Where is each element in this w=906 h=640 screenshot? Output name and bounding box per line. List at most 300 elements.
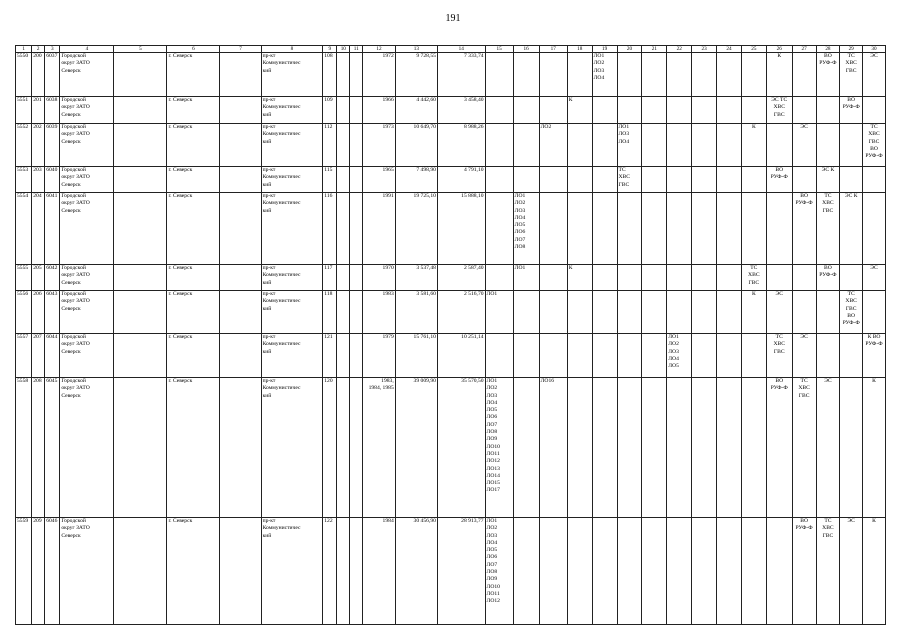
cell-street: пр-кт Коммунистичес кий — [261, 124, 323, 167]
cell-record-id: 5550 — [16, 53, 32, 97]
cell-col17: ЛО16 — [539, 378, 567, 518]
cell-total-area: 10 649,70 — [395, 124, 437, 167]
cell-col16 — [513, 53, 539, 97]
cell-col11 — [350, 53, 363, 97]
cell-col15: ЛО1 ЛО2 ЛО3 ЛО4 ЛО5 ЛО6 ЛО7 ЛО8 ЛО9 ЛО10 ЛО11 ЛО12 — [485, 518, 513, 625]
cell-record-id: 5553 — [16, 167, 32, 193]
cell-col19 — [592, 518, 617, 625]
column-header-9: 9 — [323, 46, 337, 53]
cell-year-built: 1983, 1984, 1985 — [363, 378, 395, 518]
cell-col28 — [816, 124, 840, 167]
cell-col10 — [337, 124, 350, 167]
cell-living-area: 4 791,10 — [437, 167, 485, 193]
cell-col10 — [337, 334, 350, 378]
cell-col28 — [816, 291, 840, 334]
table-row — [16, 167, 886, 193]
cell-col15 — [485, 265, 513, 291]
header-row — [16, 46, 886, 53]
cell-year-built: 1979 — [363, 334, 395, 378]
cell-year-built: 1972 — [363, 53, 395, 97]
cell-municipality: Городской округ ЗАТО Северск — [60, 518, 114, 625]
cell-object-id: 6039 — [45, 124, 60, 167]
cell-col30: ТС ХВС ГВС ВО РУФ-Ф — [863, 124, 886, 167]
cell-col26 — [766, 265, 792, 291]
cell-year-built: 1983 — [363, 291, 395, 334]
cell-col17 — [539, 97, 567, 124]
cell-col19: ЛО1 ЛО2 ЛО3 ЛО4 — [592, 53, 617, 97]
cell-house-number: 120 — [323, 378, 337, 518]
cell-col22 — [667, 97, 692, 124]
column-header-6: 6 — [167, 46, 220, 53]
column-header-23: 23 — [692, 46, 717, 53]
cell-col25: К — [741, 124, 766, 167]
cell-col7 — [220, 124, 261, 167]
cell-col26 — [766, 124, 792, 167]
cell-col11 — [350, 291, 363, 334]
cell-col19 — [592, 265, 617, 291]
cell-col5 — [114, 53, 167, 97]
column-header-30: 30 — [863, 46, 886, 53]
cell-col21 — [642, 53, 667, 97]
cell-col17 — [539, 167, 567, 193]
cell-locality: г. Северск — [167, 124, 220, 167]
cell-col17 — [539, 193, 567, 265]
cell-street: пр-кт Коммунистичес кий — [261, 334, 323, 378]
cell-col20: ТС ХВС ГВС — [617, 167, 642, 193]
cell-local-id: 208 — [32, 378, 45, 518]
cell-locality: г. Северск — [167, 291, 220, 334]
cell-col24 — [717, 291, 742, 334]
cell-col25 — [741, 193, 766, 265]
cell-col7 — [220, 97, 261, 124]
cell-year-built: 1991 — [363, 193, 395, 265]
column-header-22: 22 — [667, 46, 692, 53]
cell-col11 — [350, 193, 363, 265]
cell-local-id: 202 — [32, 124, 45, 167]
cell-locality: г. Северск — [167, 97, 220, 124]
cell-col20 — [617, 378, 642, 518]
cell-col28: ВО РУФ-Ф — [816, 53, 840, 97]
cell-house-number: 116 — [323, 193, 337, 265]
cell-col23 — [692, 53, 717, 97]
cell-col29 — [840, 124, 863, 167]
cell-col18 — [567, 378, 592, 518]
cell-municipality: Городской округ ЗАТО Северск — [60, 124, 114, 167]
page-number: 191 — [445, 13, 461, 24]
cell-col29: ТС ХВС ГВС ВО РУФ-Ф — [840, 291, 863, 334]
cell-col21 — [642, 518, 667, 625]
cell-col20 — [617, 334, 642, 378]
column-header-11: 11 — [350, 46, 363, 53]
cell-col18: К — [567, 265, 592, 291]
table-row — [16, 53, 886, 97]
cell-col5 — [114, 291, 167, 334]
cell-col18 — [567, 291, 592, 334]
cell-year-built: 1970 — [363, 265, 395, 291]
column-header-4: 4 — [60, 46, 114, 53]
cell-living-area: 2 516,70 — [437, 291, 485, 334]
cell-col5 — [114, 518, 167, 625]
cell-col27 — [792, 291, 816, 334]
cell-col30: ЭС — [863, 53, 886, 97]
cell-col22 — [667, 291, 692, 334]
cell-col29: ЭС К — [840, 193, 863, 265]
cell-col20: ЛО1 ЛО3 ЛО4 — [617, 124, 642, 167]
cell-col26: ТС ХВС ГВС — [766, 334, 792, 378]
cell-col11 — [350, 124, 363, 167]
cell-col22 — [667, 167, 692, 193]
cell-total-area: 3 581,60 — [395, 291, 437, 334]
cell-col29 — [840, 334, 863, 378]
cell-col7 — [220, 193, 261, 265]
column-header-10: 10 — [337, 46, 350, 53]
column-header-1: 1 — [16, 46, 32, 53]
cell-street: пр-кт Коммунистичес кий — [261, 518, 323, 625]
cell-col21 — [642, 334, 667, 378]
cell-col10 — [337, 97, 350, 124]
cell-house-number: 121 — [323, 334, 337, 378]
cell-col5 — [114, 124, 167, 167]
cell-col18 — [567, 124, 592, 167]
cell-col7 — [220, 265, 261, 291]
cell-municipality: Городской округ ЗАТО Северск — [60, 53, 114, 97]
cell-locality: г. Северск — [167, 378, 220, 518]
cell-street: пр-кт Коммунистичес кий — [261, 265, 323, 291]
column-header-21: 21 — [642, 46, 667, 53]
cell-col7 — [220, 378, 261, 518]
cell-col27 — [792, 265, 816, 291]
cell-total-area: 19 725,10 — [395, 193, 437, 265]
cell-street: пр-кт Коммунистичес кий — [261, 378, 323, 518]
cell-col28: ТС ХВС ГВС — [816, 518, 840, 625]
cell-object-id: 6045 — [45, 378, 60, 518]
cell-col30 — [863, 193, 886, 265]
cell-col20 — [617, 97, 642, 124]
cell-col24 — [717, 53, 742, 97]
column-header-12: 12 — [363, 46, 395, 53]
cell-locality: г. Северск — [167, 334, 220, 378]
cell-total-area: 7 498,90 — [395, 167, 437, 193]
cell-col23 — [692, 291, 717, 334]
cell-col25 — [741, 167, 766, 193]
cell-col15 — [485, 334, 513, 378]
cell-col17 — [539, 291, 567, 334]
cell-col5 — [114, 378, 167, 518]
cell-col5 — [114, 167, 167, 193]
cell-col27: ЭС — [792, 334, 816, 378]
cell-col16 — [513, 124, 539, 167]
cell-col26: ВО РУФ-Ф — [766, 167, 792, 193]
cell-local-id: 204 — [32, 193, 45, 265]
cell-col30 — [863, 167, 886, 193]
cell-col20 — [617, 53, 642, 97]
cell-house-number: 122 — [323, 518, 337, 625]
cell-house-number: 115 — [323, 167, 337, 193]
cell-col15: ЛО1 — [485, 291, 513, 334]
table-row — [16, 193, 886, 265]
cell-col30: К ВО РУФ-Ф — [863, 334, 886, 378]
cell-object-id: 6040 — [45, 167, 60, 193]
cell-col16 — [513, 291, 539, 334]
cell-local-id: 206 — [32, 291, 45, 334]
cell-col21 — [642, 378, 667, 518]
column-header-24: 24 — [717, 46, 742, 53]
cell-living-area: 15 888,10 — [437, 193, 485, 265]
cell-municipality: Городской округ ЗАТО Северск — [60, 265, 114, 291]
cell-col24 — [717, 97, 742, 124]
column-header-26: 26 — [766, 46, 792, 53]
cell-street: пр-кт Коммунистичес кий — [261, 193, 323, 265]
column-header-20: 20 — [617, 46, 642, 53]
column-header-25: 25 — [741, 46, 766, 53]
cell-col30: К — [863, 518, 886, 625]
cell-col28: ЭС — [816, 378, 840, 518]
cell-col30: К — [863, 378, 886, 518]
cell-col19 — [592, 291, 617, 334]
cell-col22 — [667, 378, 692, 518]
cell-living-area: 3 458,40 — [437, 97, 485, 124]
cell-col20 — [617, 193, 642, 265]
cell-col25 — [741, 97, 766, 124]
cell-col29: ТС ХВС ГВС — [840, 53, 863, 97]
cell-col20 — [617, 518, 642, 625]
cell-col21 — [642, 193, 667, 265]
cell-col18 — [567, 334, 592, 378]
cell-municipality: Городской округ ЗАТО Северск — [60, 378, 114, 518]
cell-col24 — [717, 334, 742, 378]
table-row — [16, 378, 886, 518]
cell-col15: ЛО1 ЛО2 ЛО3 ЛО4 ЛО5 ЛО6 ЛО7 ЛО8 ЛО9 ЛО10 ЛО11 ЛО12 ЛО13 ЛО14 ЛО15 ЛО17 — [485, 378, 513, 518]
column-header-29: 29 — [840, 46, 863, 53]
cell-street: пр-кт Коммунистичес кий — [261, 167, 323, 193]
cell-street: пр-кт Коммунистичес кий — [261, 97, 323, 124]
cell-col7 — [220, 334, 261, 378]
column-header-15: 15 — [485, 46, 513, 53]
cell-record-id: 5556 — [16, 291, 32, 334]
cell-house-number: 118 — [323, 291, 337, 334]
cell-col18 — [567, 193, 592, 265]
cell-col25 — [741, 334, 766, 378]
cell-col30 — [863, 291, 886, 334]
cell-municipality: Городской округ ЗАТО Северск — [60, 193, 114, 265]
cell-col18 — [567, 518, 592, 625]
cell-col26: К — [766, 53, 792, 97]
cell-local-id: 209 — [32, 518, 45, 625]
cell-col23 — [692, 193, 717, 265]
cell-col7 — [220, 53, 261, 97]
cell-col29: ВО РУФ-Ф — [840, 97, 863, 124]
cell-col16 — [513, 378, 539, 518]
cell-col26: ЭС — [766, 291, 792, 334]
cell-municipality: Городской округ ЗАТО Северск — [60, 97, 114, 124]
cell-col11 — [350, 518, 363, 625]
cell-col10 — [337, 291, 350, 334]
table-row — [16, 265, 886, 291]
column-header-13: 13 — [395, 46, 437, 53]
cell-living-area: 28 913,77 — [437, 518, 485, 625]
cell-local-id: 201 — [32, 97, 45, 124]
cell-col19 — [592, 334, 617, 378]
cell-col17 — [539, 518, 567, 625]
cell-object-id: 6043 — [45, 291, 60, 334]
cell-record-id: 5555 — [16, 265, 32, 291]
cell-col18 — [567, 53, 592, 97]
cell-col7 — [220, 167, 261, 193]
cell-col7 — [220, 518, 261, 625]
cell-col19 — [592, 97, 617, 124]
cell-col11 — [350, 97, 363, 124]
cell-living-area: 10 251,14 — [437, 334, 485, 378]
cell-living-area: 8 988,26 — [437, 124, 485, 167]
cell-col24 — [717, 167, 742, 193]
cell-col17 — [539, 334, 567, 378]
cell-col24 — [717, 265, 742, 291]
cell-col27: ЭС — [792, 124, 816, 167]
cell-col7 — [220, 291, 261, 334]
cell-col29 — [840, 167, 863, 193]
cell-record-id: 5557 — [16, 334, 32, 378]
cell-col10 — [337, 518, 350, 625]
cell-object-id: 6046 — [45, 518, 60, 625]
cell-record-id: 5551 — [16, 97, 32, 124]
cell-col26: ЭС ТС ХВС ГВС — [766, 97, 792, 124]
cell-col23 — [692, 97, 717, 124]
cell-locality: г. Северск — [167, 193, 220, 265]
cell-living-area: 2 587,40 — [437, 265, 485, 291]
cell-col10 — [337, 53, 350, 97]
cell-col28: ТС ХВС ГВС — [816, 193, 840, 265]
cell-col25: К — [741, 291, 766, 334]
cell-col30 — [863, 97, 886, 124]
cell-col17 — [539, 265, 567, 291]
cell-record-id: 5552 — [16, 124, 32, 167]
cell-col25 — [741, 378, 766, 518]
cell-col15 — [485, 53, 513, 97]
cell-col5 — [114, 97, 167, 124]
cell-house-number: 112 — [323, 124, 337, 167]
cell-col20 — [617, 265, 642, 291]
cell-col11 — [350, 378, 363, 518]
cell-col22 — [667, 518, 692, 625]
cell-col23 — [692, 518, 717, 625]
cell-living-area: 7 333,74 — [437, 53, 485, 97]
cell-col21 — [642, 97, 667, 124]
cell-col27: ТС ХВС ГВС — [792, 378, 816, 518]
cell-total-area: 4 442,60 — [395, 97, 437, 124]
column-header-8: 8 — [261, 46, 323, 53]
cell-house-number: 109 — [323, 97, 337, 124]
cell-col18: К — [567, 97, 592, 124]
cell-col29: ЭС — [840, 518, 863, 625]
cell-col22: ЛО1 ЛО2 ЛО3 ЛО4 ЛО5 — [667, 334, 692, 378]
cell-locality: г. Северск — [167, 167, 220, 193]
cell-locality: г. Северск — [167, 53, 220, 97]
cell-col21 — [642, 167, 667, 193]
cell-col18 — [567, 167, 592, 193]
cell-municipality: Городской округ ЗАТО Северск — [60, 291, 114, 334]
cell-col20 — [617, 291, 642, 334]
cell-col11 — [350, 334, 363, 378]
cell-col29 — [840, 265, 863, 291]
cell-col16: ЛО1 — [513, 265, 539, 291]
column-header-28: 28 — [816, 46, 840, 53]
cell-street: пр-кт Коммунистичес кий — [261, 53, 323, 97]
column-header-19: 19 — [592, 46, 617, 53]
column-header-2: 2 — [32, 46, 45, 53]
cell-col15 — [485, 167, 513, 193]
cell-col24 — [717, 518, 742, 625]
cell-col28: ВО РУФ-Ф — [816, 265, 840, 291]
cell-col16: ЛО1 ЛО2 ЛО3 ЛО4 ЛО5 ЛО6 ЛО7 ЛО8 — [513, 193, 539, 265]
cell-col21 — [642, 124, 667, 167]
column-header-27: 27 — [792, 46, 816, 53]
cell-local-id: 207 — [32, 334, 45, 378]
cell-col24 — [717, 124, 742, 167]
cell-house-number: 108 — [323, 53, 337, 97]
column-header-7: 7 — [220, 46, 261, 53]
cell-col19 — [592, 193, 617, 265]
cell-year-built: 1965 — [363, 167, 395, 193]
cell-col28 — [816, 334, 840, 378]
cell-house-number: 117 — [323, 265, 337, 291]
cell-col11 — [350, 167, 363, 193]
table-row — [16, 334, 886, 378]
column-header-14: 14 — [437, 46, 485, 53]
cell-col5 — [114, 193, 167, 265]
cell-col19 — [592, 167, 617, 193]
cell-local-id: 205 — [32, 265, 45, 291]
cell-municipality: Городской округ ЗАТО Северск — [60, 334, 114, 378]
cell-col27: ВО РУФ-Ф — [792, 193, 816, 265]
cell-living-area: 35 570,50 — [437, 378, 485, 518]
cell-locality: г. Северск — [167, 265, 220, 291]
cell-col22 — [667, 53, 692, 97]
table-row — [16, 518, 886, 625]
cell-col29 — [840, 378, 863, 518]
cell-col23 — [692, 124, 717, 167]
column-header-17: 17 — [539, 46, 567, 53]
cell-col5 — [114, 265, 167, 291]
cell-col22 — [667, 265, 692, 291]
cell-col19 — [592, 124, 617, 167]
cell-col28: ЭС К — [816, 167, 840, 193]
cell-col27 — [792, 167, 816, 193]
cell-col23 — [692, 167, 717, 193]
table-row — [16, 124, 886, 167]
cell-year-built: 1984 — [363, 518, 395, 625]
cell-col26 — [766, 193, 792, 265]
building-register-table — [15, 45, 886, 625]
cell-object-id: 6042 — [45, 265, 60, 291]
cell-object-id: 6044 — [45, 334, 60, 378]
table-row — [16, 97, 886, 124]
cell-municipality: Городской округ ЗАТО Северск — [60, 167, 114, 193]
cell-col19 — [592, 378, 617, 518]
cell-total-area: 15 761,10 — [395, 334, 437, 378]
cell-col27 — [792, 97, 816, 124]
cell-col23 — [692, 265, 717, 291]
cell-col25: ТС ХВС ГВС — [741, 265, 766, 291]
cell-col10 — [337, 265, 350, 291]
cell-object-id: 6041 — [45, 193, 60, 265]
cell-col24 — [717, 193, 742, 265]
cell-col15 — [485, 193, 513, 265]
cell-col30: ЭС — [863, 265, 886, 291]
cell-col22 — [667, 193, 692, 265]
cell-col25 — [741, 53, 766, 97]
column-header-18: 18 — [567, 46, 592, 53]
cell-col23 — [692, 334, 717, 378]
